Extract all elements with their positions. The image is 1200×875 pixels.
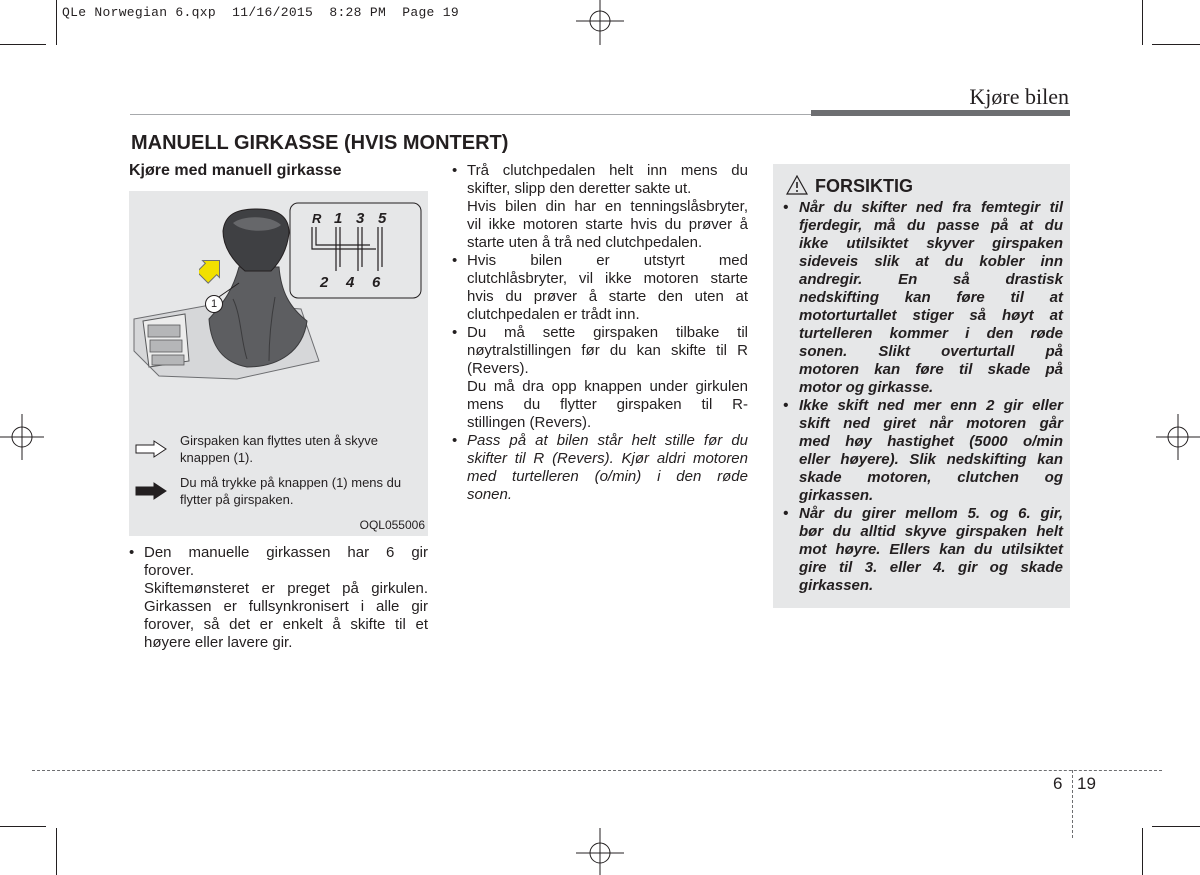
caution-b3-line-4: gire til 3. eller 4. gir og skade — [799, 559, 1063, 576]
shift-label-5: 5 — [378, 210, 387, 227]
caution-bullet-3: • Når du girer mellom 5. og 6. gir, bør du alltid skyve girspaken helt mot høyre. Ellers kan du utilsiktet gire til 3. eller 4. gir og skade girkassen. — [783, 505, 1063, 594]
caution-b2-line-4: eller høyere). Slik nedskifting kan — [799, 451, 1063, 468]
shift-label-6: 6 — [372, 274, 381, 291]
shift-pattern-icon — [290, 203, 421, 298]
col2-b2-line-2: clutchlåsbryter, vil ikke motoren starte — [467, 270, 748, 287]
legend-text-1b: knappen (1). — [180, 450, 253, 465]
col2-b4-line-3: med turtelleren (o/min) i den røde — [467, 468, 748, 485]
caution-b1-line-9: sonen. Slikt overturtall på — [799, 343, 1063, 360]
caution-b1-line-4: sideveis slik at du kobler inn — [799, 253, 1063, 270]
shift-label-2: 2 — [320, 274, 329, 291]
shift-label-r: R — [312, 211, 322, 226]
col2-text — [452, 162, 748, 504]
footer-dotted-divider — [1072, 770, 1073, 838]
registration-mark-top — [574, 0, 626, 45]
col2-b4-line-1: Pass på at bilen står helt stille før du — [467, 432, 748, 449]
solid-arrow-icon — [135, 482, 167, 500]
col2-b4-line-4: sonen. — [467, 486, 513, 503]
col2-b1-line-2: skifter, slipp den deretter sakte ut. — [467, 180, 692, 197]
page-number: 19 — [1077, 774, 1096, 793]
col2-bullet-1: • Trå clutchpedalen helt inn mens du skifter, slipp den deretter sakte ut. Hvis bilen din har en tenningslåsbryter, vil ikke motoren starte hvis du prøver å starte uten å trå ned clutchpedalen. — [452, 162, 748, 251]
col2-b1-cont-2: vil ikke motoren starte hvis du prøver å — [467, 216, 748, 233]
caution-b1-line-2: fjerdegir, må du passe på at du — [799, 217, 1063, 234]
col1-b1-cont-1: Skiftemønsteret er preget på girkulen. — [144, 580, 428, 597]
col2-b3-cont-3: stillingen (Revers). — [467, 414, 592, 431]
shift-label-3: 3 — [356, 210, 365, 227]
caution-bullet-2: • Ikke skift ned mer enn 2 gir eller skift ned giret når motoren går med høy hastighet (5000 o/min eller høyere). Slik nedskifting kan skade motoren, clutchen og girkassen. — [783, 397, 1063, 504]
subsection-title: Kjøre med manuell girkasse — [129, 162, 342, 179]
caution-b2-line-1: Ikke skift ned mer enn 2 gir eller — [799, 397, 1063, 414]
col1-b1-line-1: Den manuelle girkassen har 6 gir — [144, 544, 428, 561]
figure-code: OQL055006 — [359, 518, 425, 532]
legend-text-2b: flytter på girspaken. — [180, 492, 294, 507]
callout-number: 1 — [205, 295, 223, 313]
caution-b1-line-1: Når du skifter ned fra femtegir til — [799, 199, 1063, 216]
caution-b1-line-6: nedskifting kan føre til at — [799, 289, 1063, 306]
legend-text-1a: Girspaken kan flyttes uten å skyve — [180, 433, 378, 448]
col2-b3-cont-1: Du må dra opp knappen under girkulen — [467, 378, 748, 395]
caution-b2-line-6: girkassen. — [799, 487, 874, 504]
caution-b3-line-5: girkassen. — [799, 577, 874, 594]
col2-bullet-3: • Du må sette girspaken tilbake til nøytralstillingen før du kan skifte til R (Revers). Du må dra opp knappen under girkulen mens du flytter girspaken til R- stillingen (Revers). — [452, 324, 748, 431]
section-title: MANUELL GIRKASSE (HVIS MONTERT) — [131, 132, 509, 154]
shift-label-4: 4 — [346, 274, 355, 291]
col2-bullet-2: • Hvis bilen er utstyrt med clutchlåsbryter, vil ikke motoren starte hvis du prøver å starte den uten at clutchpedalen er trådt inn. — [452, 252, 748, 323]
chapter-title: Kjøre bilen — [969, 84, 1069, 109]
footer-dotted-rule — [32, 770, 1162, 771]
warning-triangle-icon — [786, 175, 808, 195]
col2-b1-cont-1: Hvis bilen din har en tenningslåsbryter, — [467, 198, 748, 215]
col2-b2-line-4: clutchpedalen er trådt inn. — [467, 306, 640, 323]
caution-b2-line-5: skade motoren, clutchen og — [799, 469, 1063, 486]
gear-shift-figure — [129, 191, 428, 536]
col1-b1-cont-2: Girkassen er fullsynkronisert i alle gir — [144, 598, 428, 615]
col1-b1-cont-3: forover, så det er enkelt å skifte til et — [144, 616, 428, 633]
col1-b1-cont-4: høyere eller lavere gir. — [144, 634, 293, 651]
col2-b1-cont-3: starte uten å trå ned clutchpedalen. — [467, 234, 703, 251]
col2-b4-line-2: skifter til R (Revers). Kjør aldri motoren — [467, 450, 748, 467]
col2-b3-line-3: (Revers). — [467, 360, 529, 377]
registration-mark-right — [1156, 412, 1200, 462]
caution-b3-line-1: Når du girer mellom 5. og 6. gir, — [799, 505, 1063, 522]
caution-title: FORSIKTIG — [815, 176, 913, 196]
col2-b2-line-3: hvis du prøver å starte den uten at — [467, 288, 748, 305]
print-slug: QLe Norwegian 6.qxp 11/16/2015 8:28 PM Page 19 — [62, 5, 459, 20]
registration-mark-bottom — [574, 828, 626, 875]
caution-b1-line-10: motoren kan føre til skade på — [799, 361, 1063, 378]
outline-arrow-icon — [135, 440, 167, 458]
legend-row — [135, 474, 425, 514]
legend-text-2a: Du må trykke på knappen (1) mens du — [180, 475, 402, 490]
col2-b3-line-1: Du må sette girspaken tilbake til — [467, 324, 748, 341]
caution-b1-line-11: motor og girkasse. — [799, 379, 934, 396]
legend-row — [135, 432, 425, 472]
shift-label-1: 1 — [334, 210, 343, 227]
caution-b1-line-3: ikke utilsiktet skyver girspaken — [799, 235, 1063, 252]
caution-b3-line-3: mot høyre. Ellers kan du utilsiktet — [799, 541, 1063, 558]
caution-b3-line-2: bør du alltid skyve girspaken helt — [799, 523, 1063, 540]
caution-b2-line-2: skift ned giret når motoren går — [799, 415, 1063, 432]
col2-b3-cont-2: mens du flytter girspaken til R- — [467, 396, 748, 413]
registration-mark-left — [0, 412, 44, 462]
col1-bullet-1: • Den manuelle girkassen har 6 gir forover. Skiftemønsteret er preget på girkulen. Girkassen er fullsynkronisert i alle gir forover, så det er enkelt å skifte til et høyere eller lavere gir. — [129, 544, 428, 651]
caution-b2-line-3: med høy hastighet (5000 o/min — [799, 433, 1063, 450]
caution-bullet-1: • Når du skifter ned fra femtegir til fjerdegir, må du passe på at du ikke utilsiktet skyver girspaken sideveis slik at du kobler inn andregir. En så drastisk nedskifting kan føre til at motorturtallet stiger så høyt at turtelleren kommer i den røde sonen. Slikt overturtall på motoren kan føre til skade på motor og girkasse. — [783, 199, 1063, 396]
caution-text — [783, 199, 1063, 595]
caution-b1-line-5: andregir. En så drastisk — [799, 271, 1063, 288]
header-rule — [130, 114, 811, 115]
chapter-number: 6 — [1053, 774, 1063, 793]
col2-b1-line-1: Trå clutchpedalen helt inn mens du — [467, 162, 748, 179]
col2-bullet-4: • Pass på at bilen står helt stille før du skifter til R (Revers). Kjør aldri motoren med turtelleren (o/min) i den røde sonen. — [452, 432, 748, 503]
caution-b1-line-8: turtelleren kommer i den røde — [799, 325, 1063, 342]
col2-b3-line-2: nøytralstillingen før du kan skifte til R — [467, 342, 748, 359]
col2-b2-line-1: Hvis bilen er utstyrt med — [467, 252, 748, 269]
col1-b1-line-2: forover. — [144, 562, 195, 579]
header-bar — [811, 110, 1070, 116]
caution-b1-line-7: motorturtallet stiger så høyt at — [799, 307, 1063, 324]
